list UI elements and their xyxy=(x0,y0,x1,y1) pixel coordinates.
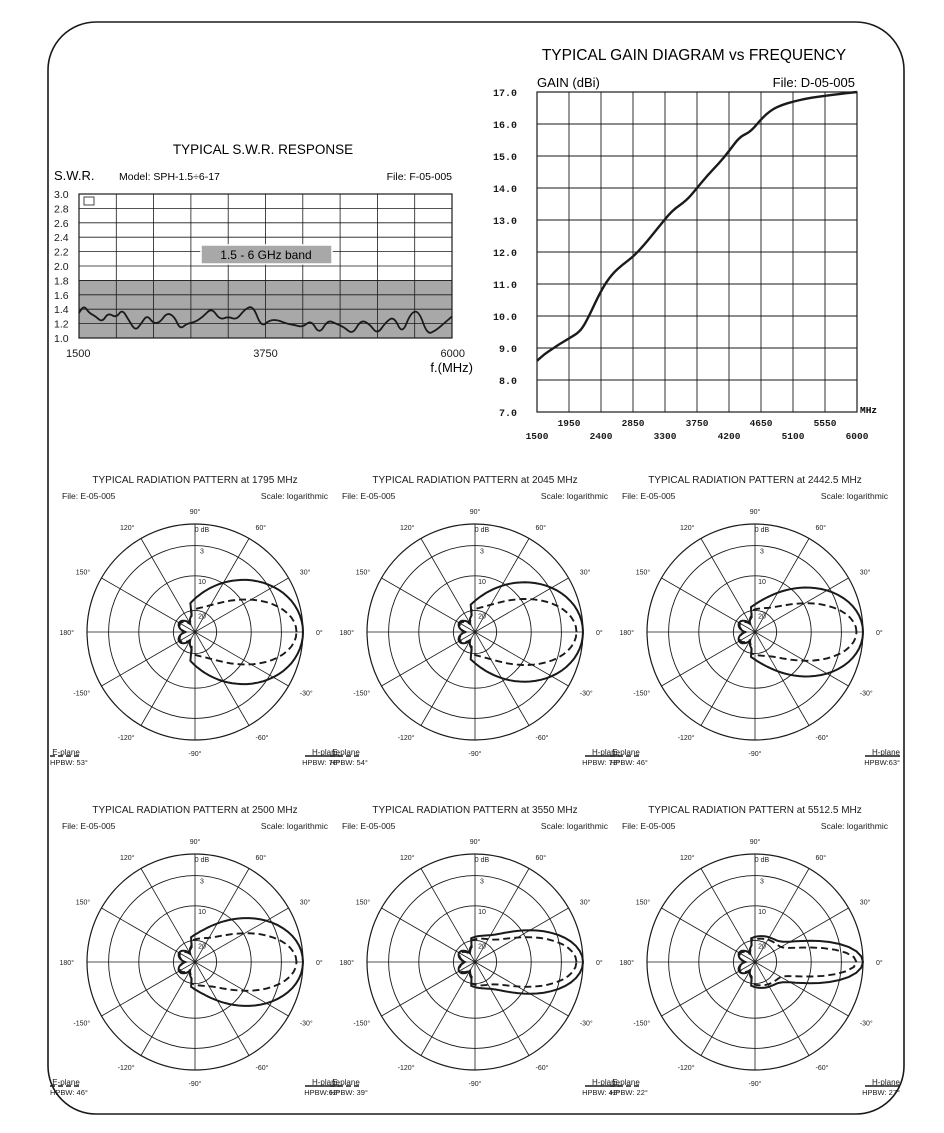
polar-angle-label: -30° xyxy=(579,690,593,698)
h-plane-hpbw: HPBW: 27° xyxy=(862,1088,900,1097)
radiation-patterns xyxy=(50,475,901,1097)
e-plane-legend-label: E-plane xyxy=(52,1078,80,1087)
polar-angle-label: 150° xyxy=(355,899,371,907)
polar-angle-label: 90° xyxy=(749,509,761,516)
h-plane-legend-label: H-plane xyxy=(871,1078,900,1087)
polar-ring-label: 0 dB xyxy=(474,527,490,534)
polar-ring-label: 3 xyxy=(760,878,764,886)
polar-angle-label: 180° xyxy=(619,960,634,967)
swr-chart-y-ticks xyxy=(54,189,69,345)
swr-y-tick-label: 2.8 xyxy=(54,203,69,216)
polar-angle-label: -90° xyxy=(468,751,482,758)
gain-x-tick-label: 5550 xyxy=(813,418,837,429)
polar-angle-label: 60° xyxy=(535,855,547,863)
polar-angle-label: 0° xyxy=(876,630,883,637)
polar-ring-label: 10 xyxy=(478,908,486,916)
polar-angle-label: -150° xyxy=(73,690,91,698)
polar-angle-label: -60° xyxy=(255,734,269,742)
polar-ring-label: 10 xyxy=(478,578,486,586)
polar-angle-label: 150° xyxy=(75,899,91,907)
h-plane-legend-label: H-plane xyxy=(591,748,620,757)
polar-angle-label: -120° xyxy=(117,1064,135,1072)
polar-angle-label: -150° xyxy=(353,690,371,698)
gain-y-tick-label: 10.0 xyxy=(492,313,517,324)
polar-angle-label: -150° xyxy=(73,1020,91,1028)
polar-ring-label: 0 dB xyxy=(474,857,490,864)
polar-ring-label: 0 dB xyxy=(754,857,770,864)
pattern-file: File: E-05-005 xyxy=(62,491,116,501)
swr-band-label: 1.5 - 6 GHz band xyxy=(220,248,312,262)
swr-y-tick-label: 3.0 xyxy=(54,189,69,201)
gain-x-tick-label: 2400 xyxy=(589,431,613,442)
gain-chart-grid xyxy=(537,92,857,412)
swr-chart xyxy=(54,142,473,375)
polar-angle-label: -30° xyxy=(579,1020,593,1028)
e-plane-legend-label: E-plane xyxy=(52,748,80,757)
swr-y-tick-label: 1.4 xyxy=(54,304,69,317)
polar-angle-label: 30° xyxy=(299,569,311,577)
polar-angle-label: 90° xyxy=(189,509,201,516)
radiation-pattern-5 xyxy=(330,805,621,1097)
swr-y-tick-label: 2.0 xyxy=(54,261,69,273)
polar-ring-label: 0 dB xyxy=(754,527,770,534)
e-plane-legend-label: E-plane xyxy=(612,748,640,757)
gain-x-tick-label: 1500 xyxy=(525,431,549,442)
e-plane-legend-label: E-plane xyxy=(332,748,360,757)
radiation-pattern-1 xyxy=(50,475,341,767)
swr-y-tick-label: 1.6 xyxy=(54,289,69,302)
gain-chart-title: TYPICAL GAIN DIAGRAM vs FREQUENCY xyxy=(541,47,847,64)
pattern-title: TYPICAL RADIATION PATTERN at 2442.5 MHz xyxy=(648,475,862,486)
e-plane-legend-label: E-plane xyxy=(612,1078,640,1087)
polar-angle-label: -90° xyxy=(468,1081,482,1088)
swr-y-tick-label: 2.6 xyxy=(54,217,69,230)
radiation-pattern-4 xyxy=(50,805,341,1097)
e-plane-legend-label: E-plane xyxy=(332,1078,360,1087)
polar-angle-label: 120° xyxy=(400,525,415,533)
swr-chart-title: TYPICAL S.W.R. RESPONSE xyxy=(172,142,354,157)
polar-ring-label: 3 xyxy=(200,878,204,886)
pattern-scale: Scale: logarithmic xyxy=(540,491,608,501)
e-plane-hpbw: HPBW: 39° xyxy=(330,1088,368,1097)
polar-angle-label: -60° xyxy=(815,1064,829,1072)
polar-angle-label: -120° xyxy=(677,734,695,742)
swr-y-tick-label: 2.2 xyxy=(54,246,69,259)
polar-angle-label: 150° xyxy=(75,569,91,577)
polar-ring-label: 20 xyxy=(758,943,766,951)
polar-angle-label: -90° xyxy=(748,1081,762,1088)
gain-x-tick-label: 5100 xyxy=(781,431,805,442)
polar-angle-label: 150° xyxy=(635,569,651,577)
polar-angle-label: 60° xyxy=(815,855,827,863)
polar-ring-label: 10 xyxy=(758,908,766,916)
polar-angle-label: 180° xyxy=(619,630,634,637)
polar-ring-label: 0 dB xyxy=(194,857,210,864)
gain-x-tick-label: 4650 xyxy=(749,418,773,429)
polar-angle-label: 30° xyxy=(299,899,311,907)
polar-angle-label: -30° xyxy=(859,1020,873,1028)
h-plane-hpbw: HPBW: 42° xyxy=(582,1088,620,1097)
h-plane-hpbw: HPBW:62° xyxy=(304,1088,340,1097)
gain-x-tick-label: 2850 xyxy=(621,418,645,429)
swr-chart-file: File: F-05-005 xyxy=(386,171,452,183)
polar-angle-label: -30° xyxy=(299,1020,313,1028)
swr-y-tick-label: 1.2 xyxy=(54,318,69,331)
polar-angle-label: -30° xyxy=(859,690,873,698)
polar-ring-label: 20 xyxy=(758,613,766,621)
pattern-file: File: E-05-005 xyxy=(342,491,396,501)
polar-angle-label: -90° xyxy=(188,1081,202,1088)
pattern-title: TYPICAL RADIATION PATTERN at 1795 MHz xyxy=(92,475,298,486)
polar-angle-label: 30° xyxy=(579,569,591,577)
pattern-scale: Scale: logarithmic xyxy=(820,491,888,501)
polar-angle-label: 30° xyxy=(859,899,871,907)
gain-x-tick-label: 6000 xyxy=(845,431,869,442)
polar-ring-label: 3 xyxy=(760,548,764,556)
pattern-title: TYPICAL RADIATION PATTERN at 3550 MHz xyxy=(372,805,578,816)
polar-angle-label: -60° xyxy=(535,1064,549,1072)
polar-angle-label: -120° xyxy=(397,1064,415,1072)
polar-angle-label: 90° xyxy=(749,839,761,846)
gain-x-tick-label: 1950 xyxy=(557,418,581,429)
gain-chart-y-ticks xyxy=(493,89,517,420)
swr-chart-x-ticks xyxy=(66,348,465,360)
polar-angle-label: 60° xyxy=(535,525,547,533)
gain-chart xyxy=(493,47,877,442)
e-plane-hpbw: HPBW: 22° xyxy=(610,1088,648,1097)
polar-ring-label: 3 xyxy=(200,548,204,556)
polar-angle-label: 180° xyxy=(59,960,74,967)
h-plane-hpbw: HPBW: 73° xyxy=(582,758,620,767)
polar-angle-label: -150° xyxy=(353,1020,371,1028)
gain-y-tick-label: 14.0 xyxy=(492,185,517,196)
polar-ring-label: 20 xyxy=(198,943,206,951)
h-plane-legend-label: H-plane xyxy=(311,748,340,757)
polar-angle-label: 0° xyxy=(596,960,603,967)
pattern-file: File: E-05-005 xyxy=(62,821,116,831)
polar-ring-label: 20 xyxy=(198,613,206,621)
polar-angle-label: 30° xyxy=(859,569,871,577)
polar-angle-label: -60° xyxy=(255,1064,269,1072)
pattern-scale: Scale: logarithmic xyxy=(540,821,608,831)
e-plane-hpbw: HPBW: 46° xyxy=(50,1088,88,1097)
gain-y-tick-label: 11.0 xyxy=(492,281,517,292)
polar-angle-label: 60° xyxy=(255,525,267,533)
radiation-pattern-6 xyxy=(610,805,901,1097)
logo-icon xyxy=(84,197,94,205)
polar-angle-label: -120° xyxy=(397,734,415,742)
polar-ring-label: 10 xyxy=(758,578,766,586)
polar-angle-label: 90° xyxy=(189,839,201,846)
polar-angle-label: 180° xyxy=(339,630,354,637)
polar-angle-label: 120° xyxy=(680,525,695,533)
polar-ring-label: 20 xyxy=(478,943,486,951)
polar-angle-label: 90° xyxy=(469,509,481,516)
polar-angle-label: 0° xyxy=(876,960,883,967)
polar-angle-label: 60° xyxy=(255,855,267,863)
swr-chart-ylabel: S.W.R. xyxy=(54,168,95,183)
swr-chart-model: Model: SPH-1.5÷6-17 xyxy=(119,171,220,183)
polar-angle-label: 180° xyxy=(59,630,74,637)
polar-angle-label: -150° xyxy=(633,690,651,698)
pattern-file: File: E-05-005 xyxy=(622,491,676,501)
polar-angle-label: 120° xyxy=(680,855,695,863)
gain-y-tick-label: 16.0 xyxy=(492,121,517,132)
polar-angle-label: 0° xyxy=(596,630,603,637)
gain-y-tick-label: 8.0 xyxy=(498,377,517,388)
swr-y-tick-label: 1.8 xyxy=(54,275,69,288)
h-plane-hpbw: HPBW:63° xyxy=(864,758,900,767)
swr-x-tick-label: 3750 xyxy=(253,348,278,360)
polar-ring-label: 3 xyxy=(480,878,484,886)
swr-x-tick-label: 6000 xyxy=(440,348,465,360)
gain-y-tick-label: 12.0 xyxy=(492,249,517,260)
pattern-file: File: E-05-005 xyxy=(622,821,676,831)
e-plane-hpbw: HPBW: 53° xyxy=(50,758,88,767)
h-plane-legend-label: H-plane xyxy=(591,1078,620,1087)
swr-chart-xlabel: f.(MHz) xyxy=(430,360,473,375)
gain-chart-file: File: D-05-005 xyxy=(772,75,855,90)
polar-angle-label: 0° xyxy=(316,630,323,637)
polar-angle-label: -30° xyxy=(299,690,313,698)
swr-y-tick-label: 2.4 xyxy=(54,232,69,245)
radiation-pattern-2 xyxy=(330,475,621,767)
gain-x-tick-label: 3750 xyxy=(685,418,709,429)
gain-y-tick-label: 15.0 xyxy=(492,153,517,164)
polar-angle-label: 0° xyxy=(316,960,323,967)
h-plane-legend-label: H-plane xyxy=(871,748,900,757)
gain-x-tick-label: 4200 xyxy=(717,431,741,442)
pattern-file: File: E-05-005 xyxy=(342,821,396,831)
pattern-scale: Scale: logarithmic xyxy=(260,491,328,501)
gain-y-tick-label: 13.0 xyxy=(492,217,517,228)
radiation-pattern-3 xyxy=(610,475,901,767)
pattern-title: TYPICAL RADIATION PATTERN at 2500 MHz xyxy=(92,805,298,816)
polar-angle-label: -120° xyxy=(117,734,135,742)
polar-ring-label: 10 xyxy=(198,908,206,916)
polar-angle-label: 150° xyxy=(635,899,651,907)
polar-angle-label: 120° xyxy=(400,855,415,863)
gain-chart-ylabel: GAIN (dBi) xyxy=(537,75,600,90)
polar-angle-label: -90° xyxy=(748,751,762,758)
gain-chart-unit: MHz xyxy=(860,405,878,416)
polar-angle-label: 60° xyxy=(815,525,827,533)
pattern-scale: Scale: logarithmic xyxy=(820,821,888,831)
pattern-title: TYPICAL RADIATION PATTERN at 5512.5 MHz xyxy=(648,805,862,816)
polar-ring-label: 10 xyxy=(198,578,206,586)
swr-x-tick-label: 1500 xyxy=(66,348,91,360)
polar-angle-label: -120° xyxy=(677,1064,695,1072)
polar-angle-label: 180° xyxy=(339,960,354,967)
gain-y-tick-label: 7.0 xyxy=(498,409,517,420)
gain-y-tick-label: 9.0 xyxy=(498,345,517,356)
polar-angle-label: 90° xyxy=(469,839,481,846)
polar-angle-label: 120° xyxy=(120,525,135,533)
gain-x-tick-label: 3300 xyxy=(653,431,677,442)
polar-angle-label: 120° xyxy=(120,855,135,863)
gain-y-tick-label: 17.0 xyxy=(492,89,517,100)
h-plane-legend-label: H-plane xyxy=(311,1078,340,1087)
gain-chart-x-ticks xyxy=(526,418,869,442)
swr-y-tick-label: 1.0 xyxy=(54,333,69,345)
e-plane-hpbw: HPBW: 46° xyxy=(610,758,648,767)
polar-angle-label: -150° xyxy=(633,1020,651,1028)
polar-angle-label: -90° xyxy=(188,751,202,758)
pattern-title: TYPICAL RADIATION PATTERN at 2045 MHz xyxy=(372,475,578,486)
polar-ring-label: 3 xyxy=(480,548,484,556)
polar-angle-label: 150° xyxy=(355,569,371,577)
polar-ring-label: 20 xyxy=(478,613,486,621)
h-plane-hpbw: HPBW: 78° xyxy=(302,758,340,767)
polar-angle-label: 30° xyxy=(579,899,591,907)
polar-angle-label: -60° xyxy=(535,734,549,742)
e-plane-hpbw: HPBW: 54° xyxy=(330,758,368,767)
polar-ring-label: 0 dB xyxy=(194,527,210,534)
polar-angle-label: -60° xyxy=(815,734,829,742)
pattern-scale: Scale: logarithmic xyxy=(260,821,328,831)
